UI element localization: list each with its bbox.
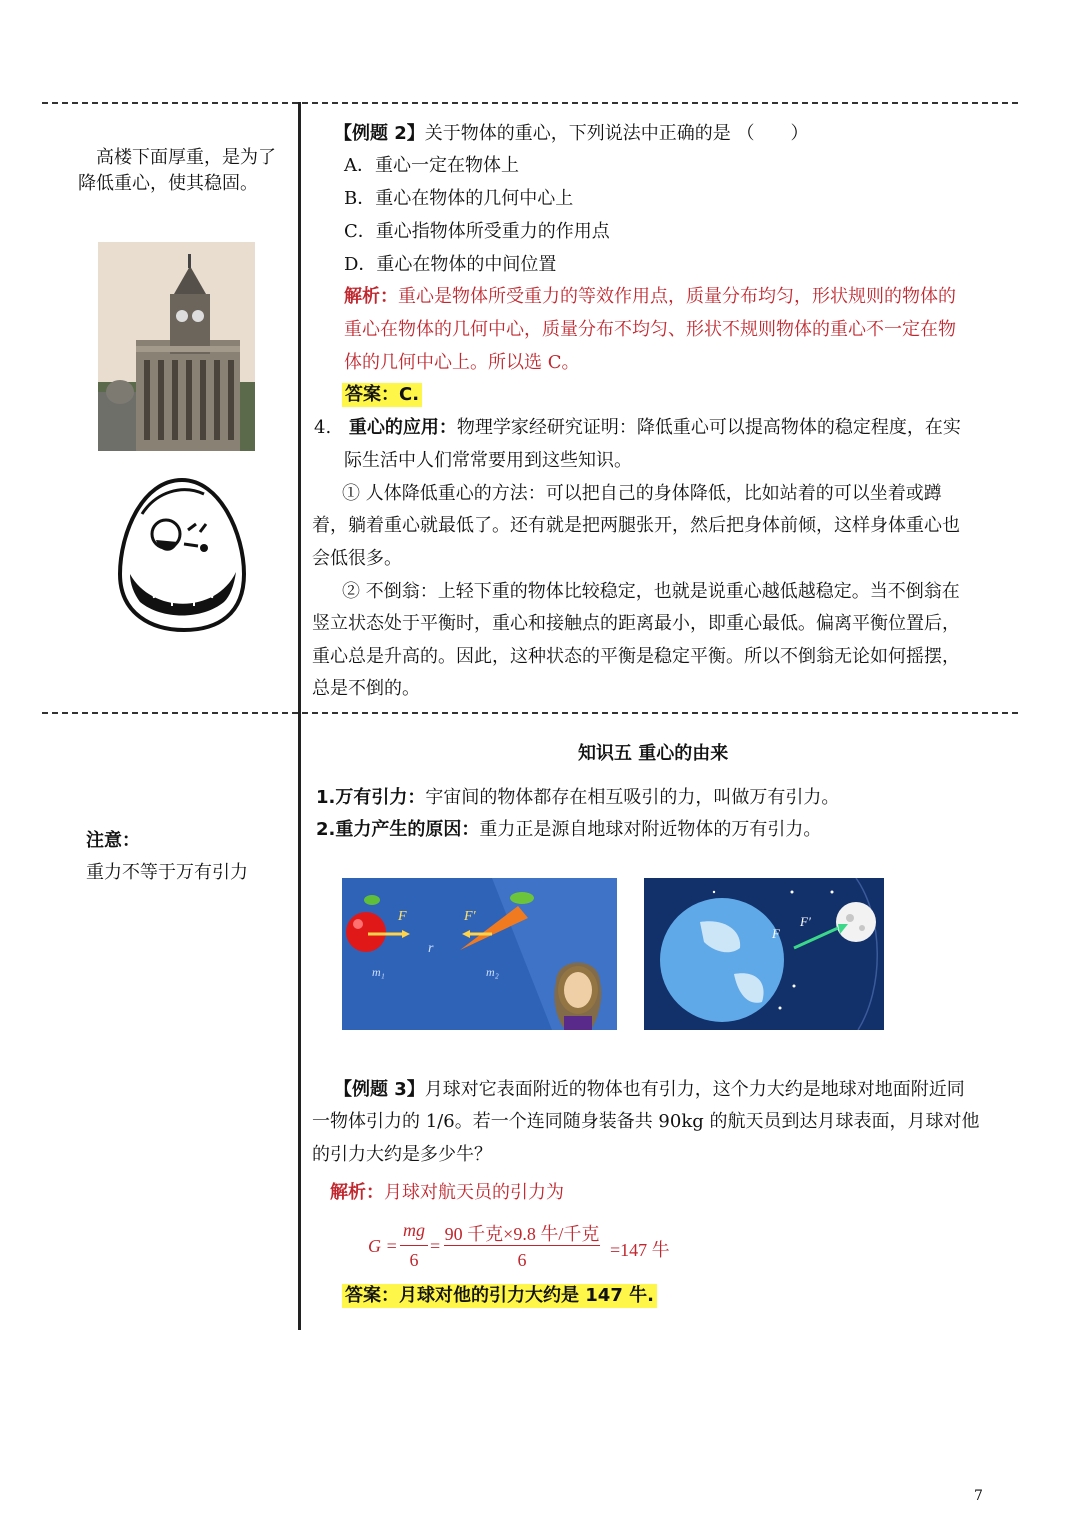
left-note-line1: 高楼下面厚重，是为了 xyxy=(96,147,276,168)
note-text: 重力不等于万有引力 xyxy=(86,862,248,883)
formula-den2: 6 xyxy=(517,1250,527,1270)
column-divider xyxy=(298,102,301,1330)
top-divider xyxy=(42,102,1018,104)
gravitation-figure-earth-moon xyxy=(644,878,884,1030)
section4-p1-line2: 着，躺着重心就最低了。还有就是把两腿张开，然后把身体前倾，这样身体重心也 xyxy=(312,515,960,536)
formula-result: =147 牛 xyxy=(610,1240,670,1260)
section4-line2: 际生活中人们常常要用到这些知识。 xyxy=(344,450,632,471)
example3-tag: 【例题 3】 xyxy=(334,1079,425,1100)
example3-line2: 一物体引力的 1/6。若一个连同随身装备共 90kg 的航天员到达月球表面，月球对他 xyxy=(312,1111,980,1132)
fig2-label-f2: F′ xyxy=(800,914,811,929)
example2-tag: 【例题 2】 xyxy=(334,123,425,144)
section5-item1-text: 宇宙间的物体都存在相互吸引的力，叫做万有引力。 xyxy=(425,787,840,808)
section4-p2-line2: 竖立状态处于平衡时，重心和接触点的距离最小，即重心最低。偏离平衡位置后， xyxy=(312,613,960,634)
example3-analysis-text: 月球对航天员的引力为 xyxy=(384,1182,564,1203)
example3-analysis-label: 解析： xyxy=(330,1182,384,1203)
fig1-label-f2: F′ xyxy=(464,909,476,924)
example3-line3: 的引力大约是多少牛？ xyxy=(312,1144,492,1165)
example2-option-d: D．重心在物体的中间位置 xyxy=(344,254,557,275)
example2-analysis-line1 xyxy=(344,285,956,309)
fig1-label-r: r xyxy=(428,941,434,956)
example2-option-c: C．重心指物体所受重力的作用点 xyxy=(344,221,610,242)
section4-title: 重心的应用： xyxy=(348,417,457,438)
left-note-line2: 降低重心，使其稳固。 xyxy=(78,173,258,194)
example2-analysis-line2: 重心在物体的几何中心，质量分布不均匀、形状不规则物体的重心不一定在物 xyxy=(344,319,956,340)
formula-eq: = xyxy=(430,1236,441,1256)
example3-analysis xyxy=(330,1181,564,1205)
section4-line1 xyxy=(314,416,961,440)
building-photo xyxy=(98,242,255,451)
fig2-label-f: F xyxy=(772,926,780,941)
example3-line1 xyxy=(334,1078,965,1102)
section4-number: 4. xyxy=(314,417,332,438)
example2-question-text: 关于物体的重心，下列说法中正确的是 （ ） xyxy=(424,123,809,144)
example2-answer: 答案：C. xyxy=(342,383,422,407)
gravitation-figure-apple-carrot xyxy=(342,878,617,1030)
example2-analysis-line3: 体的几何中心上。所以选 C。 xyxy=(344,352,580,373)
example3-answer: 答案：月球对他的引力大约是 147 牛. xyxy=(342,1284,657,1308)
fig1-label-f: F xyxy=(398,909,407,924)
example2-option-b: B．重心在物体的几何中心上 xyxy=(344,188,574,209)
section5-item2 xyxy=(316,818,821,842)
section5-item2-text: 重力正是源自地球对附近物体的万有引力。 xyxy=(479,819,822,840)
section4-p2-line4: 总是不倒的。 xyxy=(312,678,420,699)
fig1-label-m2: m₂ xyxy=(486,965,499,979)
section4-p2-line1: ② 不倒翁：上轻下重的物体比较稳定，也就是说重心越低越稳定。当不倒翁在 xyxy=(342,581,960,602)
section5-item2-label: 2.重力产生的原因： xyxy=(316,819,480,840)
formula-bar2 xyxy=(444,1245,600,1246)
middle-divider xyxy=(42,712,1018,714)
example2-question xyxy=(334,122,809,146)
page-number: 7 xyxy=(974,1488,983,1504)
section4-p1-line1: ① 人体降低重心的方法：可以把自己的身体降低，比如站着的可以坐着或蹲 xyxy=(342,483,942,504)
section4-p1-line3: 会低很多。 xyxy=(312,548,402,569)
example2-option-a: A．重心一定在物体上 xyxy=(344,155,519,176)
formula-bar1 xyxy=(400,1245,428,1246)
formula-num2: 90 千克×9.8 牛/千克 xyxy=(444,1224,600,1244)
example2-analysis-text1: 重心是物体所受重力的等效作用点，质量分布均匀，形状规则的物体的 xyxy=(398,286,956,307)
fig1-label-m1: m₁ xyxy=(372,965,385,979)
section5-heading: 知识五 重心的由来 xyxy=(578,743,729,764)
section5-item1-label: 1.万有引力： xyxy=(316,787,426,808)
formula-lhs: G = xyxy=(368,1236,398,1256)
formula-num1: mg xyxy=(403,1220,425,1240)
section4-p2-line3: 重心总是升高的。因此，这种状态的平衡是稳定平衡。所以不倒翁无论如何摇摆， xyxy=(312,646,960,667)
example2-analysis-label: 解析： xyxy=(344,286,398,307)
tumbler-drawing xyxy=(112,474,252,634)
example3-text1: 月球对它表面附近的物体也有引力，这个力大约是地球对地面附近同 xyxy=(424,1079,965,1100)
section5-item1 xyxy=(316,786,839,810)
formula-den1: 6 xyxy=(409,1250,419,1270)
note-title: 注意： xyxy=(86,830,140,851)
section4-text1: 物理学家经研究证明：降低重心可以提高物体的稳定程度，在实 xyxy=(456,417,961,438)
